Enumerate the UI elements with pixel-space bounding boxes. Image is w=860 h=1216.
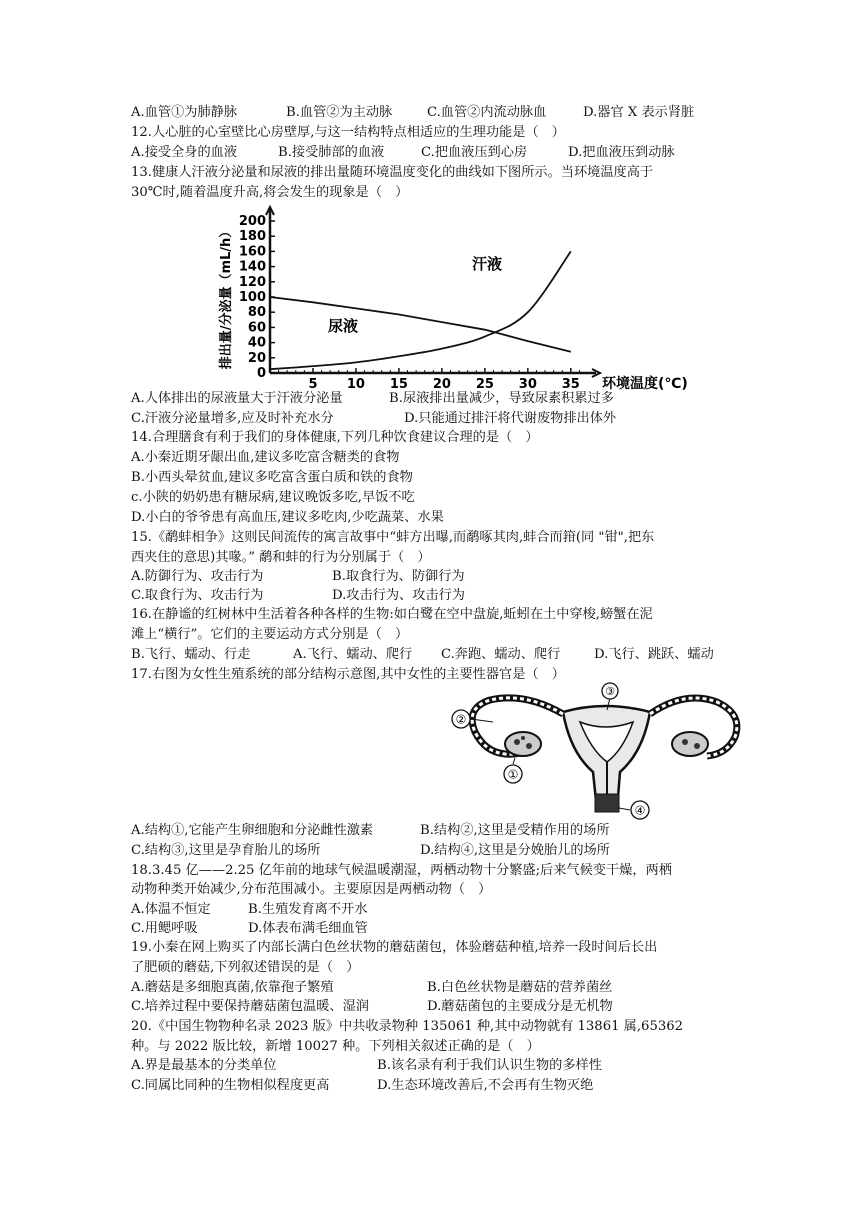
- q15-options-row2: [131, 587, 741, 605]
- q20-stem-line2: 种。与 2022 版比较，新增 10027 种。下列相关叙述正确的是（ ）: [131, 1039, 540, 1054]
- x-tick-label: 25: [475, 377, 494, 392]
- y-tick-label: 100: [238, 290, 266, 305]
- x-tick-label: 10: [346, 377, 365, 392]
- x-tick-label: 35: [561, 377, 580, 392]
- q13-options-row1: [131, 390, 741, 408]
- q14-option-b: B.小西头晕贫血,建议多吃富含蛋白质和铁的食物: [131, 470, 413, 485]
- right-ovary: [672, 732, 708, 756]
- x-axis-label: 环境温度(℃): [602, 376, 688, 392]
- q19-stem-line2: 了肥硕的蘑菇,下列叙述错误的是（ ）: [131, 960, 360, 975]
- q20-option-b: B.该名录有利于我们认识生物的多样性: [377, 1058, 602, 1073]
- label-3: ③: [605, 685, 615, 698]
- excretion-temperature-chart: [210, 205, 688, 392]
- q20-option-c: C.同属比同种的生物相似程度更高: [131, 1078, 330, 1093]
- q18-options-row2: [131, 920, 741, 938]
- q16-option-4: D.飞行、跳跃、蠕动: [594, 647, 714, 662]
- q14-option-d: D.小白的爷爷患有高血压,建议多吃肉,少吃蔬菜、水果: [131, 510, 444, 525]
- q19-option-b: B.白色丝状物是蘑菇的营养菌丝: [427, 980, 613, 995]
- q19-stem-line1: 19.小秦在网上购买了内部长满白色丝状物的蘑菇菌包，体验蘑菇种植,培养一段时间后长出: [131, 940, 658, 955]
- q12-option-d: D.把血液压到动脉: [568, 145, 675, 160]
- y-tick-label: 180: [238, 229, 266, 245]
- q18-options-row1: [131, 901, 741, 919]
- q17-option-d: D.结构④,这里是分娩胎儿的场所: [420, 843, 610, 858]
- x-tick-label: 30: [518, 377, 537, 392]
- q13-stem-line2: 30℃时,随着温度升高,将会发生的现象是（ ）: [131, 185, 409, 200]
- q19-option-a: A.蘑菇是多细胞真菌,依靠孢子繁殖: [131, 980, 334, 995]
- y-tick-label: 0: [256, 366, 266, 381]
- q16-option-2: A.飞行、蠕动、爬行: [293, 647, 413, 662]
- y-tick-label: 60: [247, 320, 266, 336]
- q16-stem-line2: 滩上“横行”。它们的主要运动方式分别是（ ）: [131, 627, 409, 642]
- q16-option-1: B.飞行、蠕动、行走: [131, 647, 251, 662]
- q12-options: [131, 144, 741, 162]
- q18-option-b: B.生殖发育离不开水: [248, 902, 368, 917]
- q20-options-row1: [131, 1057, 741, 1075]
- q13-option-b: B.尿液排出量减少，导致尿素积累过多: [389, 391, 614, 406]
- y-tick-label: 80: [247, 305, 266, 321]
- q16-option-3: C.奔跑、蠕动、爬行: [441, 647, 561, 662]
- q18-option-d: D.体表布满毛细血管: [248, 921, 368, 936]
- q11-options: [131, 104, 741, 122]
- q15-options-row1: [131, 568, 741, 586]
- q20-options-row2: [131, 1077, 741, 1095]
- y-tick-label: 120: [238, 274, 266, 290]
- q11-option-c: C.血管②内流动脉血: [427, 105, 547, 120]
- y-tick-label: 140: [238, 259, 266, 275]
- q18-stem-line1: 18.3.45 亿——2.25 亿年前的地球气候温暖潮湿，两栖动物十分繁盛;后来气候变干燥，两栖: [131, 863, 672, 878]
- series-line-1: [270, 251, 571, 369]
- q12-option-a: A.接受全身的血液: [131, 145, 238, 160]
- q12-stem: 12.人心脏的心室壁比心房壁厚,与这一结构特点相适应的生理功能是（ ）: [131, 125, 565, 140]
- q15-option-c: C.取食行为、攻击行为: [131, 588, 264, 603]
- q20-option-d: D.生态环境改善后,不会再有生物灭绝: [377, 1078, 594, 1093]
- label-1: ①: [507, 767, 519, 782]
- q17-option-b: B.结构②,这里是受精作用的场所: [420, 823, 610, 838]
- q16-options: [131, 646, 751, 664]
- series-label-1: 汗液: [472, 255, 503, 273]
- y-tick-label: 20: [247, 350, 266, 366]
- series-line-2: [270, 297, 571, 352]
- q13-option-c: C.汗液分泌量增多,应及时补充水分: [131, 411, 334, 426]
- q19-option-d: D.蘑菇菌包的主要成分是无机物: [427, 999, 613, 1014]
- q15-option-a: A.防御行为、攻击行为: [131, 569, 264, 584]
- left-ovary: [505, 732, 541, 756]
- q16-stem-line1: 16.在静谧的红树林中生活着各种各样的生物:如白鹭在空中盘旋,蚯蚓在土中穿梭,螃蟹在泥: [131, 607, 653, 622]
- q15-stem-line1: 15.《鹬蚌相争》这则民间流传的寓言故事中“蚌方出曝,而鹬啄其肉,蚌合而箝(同 "钳",把东: [131, 530, 655, 545]
- y-tick-label: 200: [238, 214, 266, 229]
- q18-option-a: A.体温不恒定: [131, 902, 211, 917]
- q18-stem-line2: 动物种类开始减少,分布范围减小。主要原因是两栖动物（ ）: [131, 882, 492, 897]
- q13-option-d: D.只能通过排汗将代谢废物排出体外: [404, 411, 617, 426]
- q17-option-a: A.结构①,它能产生卵细胞和分泌雌性激素: [131, 823, 374, 838]
- vagina-structure: [595, 794, 619, 812]
- q20-stem-line1: 20.《中国生物物种名录 2023 版》中共收录物种 135061 种,其中动物就有 13861 属,65362: [131, 1019, 683, 1034]
- q19-option-c: C.培养过程中要保持蘑菇菌包温暖、湿润: [131, 999, 369, 1014]
- q17-stem: 17.右图为女性生殖系统的部分结构示意图,其中女性的主要性器官是（ ）: [131, 667, 565, 682]
- label-4: ④: [634, 803, 646, 818]
- series-label-2: 尿液: [328, 317, 359, 335]
- q14-option-a: A.小秦近期牙龈出血,建议多吃富含糖类的食物: [131, 450, 400, 465]
- q17-option-c: C.结构③,这里是孕育胎儿的场所: [131, 843, 321, 858]
- q11-option-a: A.血管①为肺静脉: [131, 105, 238, 120]
- q15-option-d: D.攻击行为、攻击行为: [332, 588, 465, 603]
- y-tick-label: 160: [238, 244, 266, 260]
- q13-options-row2: [131, 410, 741, 428]
- female-reproductive-system-diagram: [445, 682, 745, 822]
- y-tick-label: 40: [247, 335, 266, 351]
- q12-option-b: B.接受肺部的血液: [278, 145, 385, 160]
- x-tick-label: 20: [432, 377, 451, 392]
- q12-option-c: C.把血液压到心房: [421, 145, 528, 160]
- x-tick-label: 5: [308, 377, 318, 392]
- y-axis-label: 排出量/分泌量（mL/h）: [219, 224, 234, 370]
- q17-options-row2: [131, 842, 741, 860]
- q17-options-row1: [131, 822, 741, 840]
- q13-stem-line1: 13.健康人汗液分泌量和尿液的排出量随环境温度变化的曲线如下图所示。当环境温度高于: [131, 165, 654, 180]
- q15-option-b: B.取食行为、防御行为: [332, 569, 465, 584]
- q11-option-b: B.血管②为主动脉: [286, 105, 393, 120]
- q20-option-a: A.界是最基本的分类单位: [131, 1058, 277, 1073]
- q11-option-d: D.器官 X 表示肾脏: [583, 105, 695, 120]
- q15-stem-line2: 西夹住的意思)其喙。” 鹬和蚌的行为分别属于（ ）: [131, 550, 431, 565]
- q14-option-c: c.小陕的奶奶患有糖尿病,建议晚饭多吃,早饭不吃: [131, 490, 415, 505]
- q19-options-row2: [131, 998, 741, 1016]
- q14-stem: 14.合理膳食有利于我们的身体健康,下列几种饮食建议合理的是（ ）: [131, 430, 539, 445]
- q13-option-a: A.人体排出的尿液量大于汗液分泌量: [131, 391, 343, 406]
- q19-options-row1: [131, 979, 741, 997]
- label-2: ②: [455, 712, 467, 727]
- x-tick-label: 15: [389, 377, 408, 392]
- q18-option-c: C.用鳃呼吸: [131, 921, 198, 936]
